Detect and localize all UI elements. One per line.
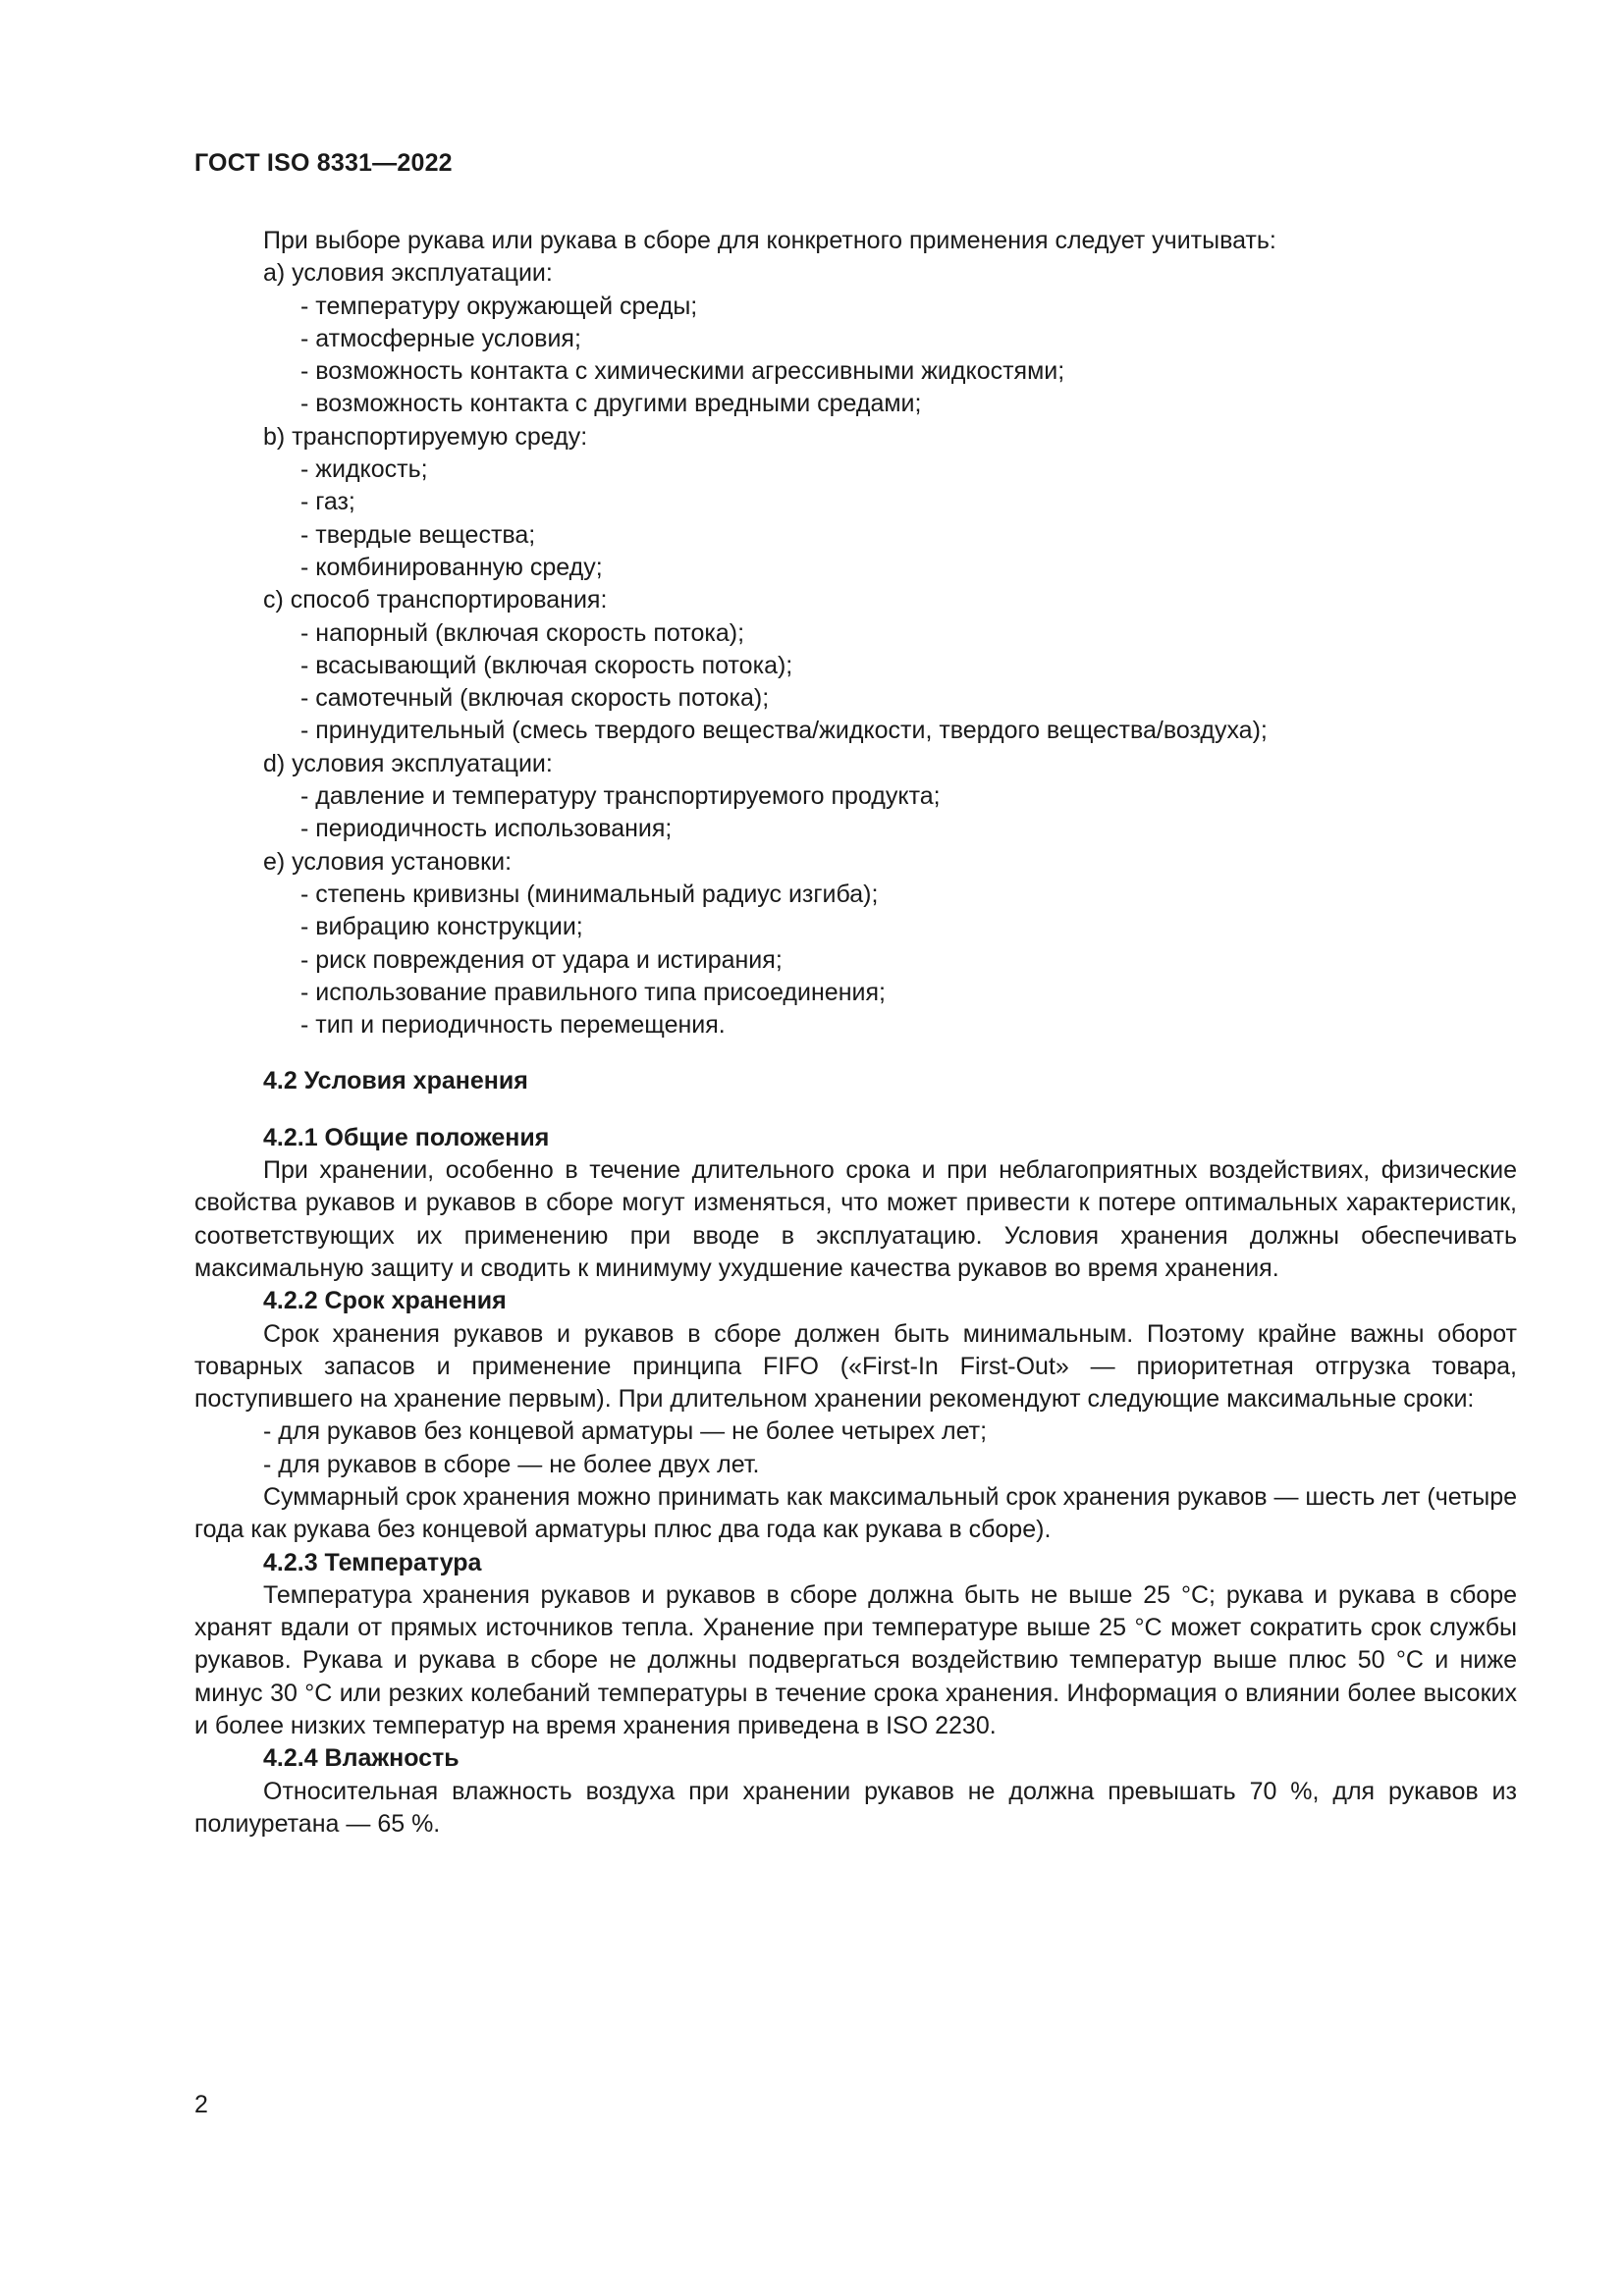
page-number: 2 [194, 2091, 208, 2118]
list-item: - риск повреждения от удара и истирания; [300, 945, 783, 974]
paragraph: При хранении, особенно в течение длительного срока и при неблагоприятных воздействиях, физические свойства рукавов и рукавов в сборе могут изменяться, что может привести к потере оптимальных характеристик, соответствующих их применению при вводе в эксплуатацию. Условия хранения должны обеспечивать максимальную защиту и сводить к минимуму ухудшение качества рукавов во время хранения. [194, 1156, 1517, 1282]
list-item: - жидкость; [300, 455, 428, 484]
document-code-header: ГОСТ ISO 8331—2022 [194, 149, 453, 177]
group-label: d) условия эксплуатации: [263, 749, 553, 777]
list-item: - вибрацию конструкции; [300, 913, 583, 941]
paragraph: Относительная влажность воздуха при хранении рукавов не должна превышать 70 %, для рукавов из полиуретана — 65 %. [194, 1777, 1517, 1838]
paragraph: Срок хранения рукавов и рукавов в сборе должен быть минимальным. Поэтому крайне важны оборот товарных запасов и применение принципа FIFO («First-In First-Out» — приоритетная отгрузка товара, поступившего на хранение первым). При длительном хранении рекомендуют следующие максимальные сроки: [194, 1319, 1517, 1414]
section-heading-4-2: 4.2 Условия хранения [263, 1067, 528, 1095]
subsection-heading-4-2-2: 4.2.2 Срок хранения [263, 1287, 507, 1315]
list-item: - твердые вещества; [300, 520, 536, 549]
list-item: - всасывающий (включая скорость потока); [300, 651, 793, 679]
group-label: e) условия установки: [263, 847, 513, 876]
list-item: - для рукавов в сборе — не более двух лет. [263, 1450, 760, 1478]
list-item: - тип и периодичность перемещения. [300, 1011, 726, 1040]
subsection-heading-4-2-4: 4.2.4 Влажность [263, 1744, 460, 1773]
list-item: - использование правильного типа присоединения; [300, 978, 886, 1006]
list-item: - атмосферные условия; [300, 324, 581, 352]
list-item: - самотечный (включая скорость потока); [300, 684, 770, 713]
list-item: - периодичность использования; [300, 815, 673, 843]
list-item: - степень кривизны (минимальный радиус изгиба); [300, 880, 879, 908]
group-label: a) условия эксплуатации: [263, 259, 553, 288]
group-label: b) транспортируемую среду: [263, 422, 588, 451]
paragraph: Температура хранения рукавов и рукавов в сборе должна быть не выше 25 °С; рукава и рукава в сборе хранят вдали от прямых источников тепла. Хранение при температуре выше 25 °С может сократить срок службы рукавов. Рукава и рукава в сборе не должны подвергаться воздействию температур выше плюс 50 °С и ниже минус 30 °С или резких колебаний температуры в течение срока хранения. Информация о влиянии более высоких и более низких температур на время хранения приведена в ISO 2230. [194, 1580, 1517, 1740]
list-item: - для рукавов без концевой арматуры — не более четырех лет; [263, 1417, 988, 1446]
list-item: - напорный (включая скорость потока); [300, 618, 745, 647]
group-label: c) способ транспортирования: [263, 586, 608, 614]
intro-line: При выборе рукава или рукава в сборе для конкретного применения следует учитывать: [263, 227, 1276, 254]
list-item: - температуру окружающей среды; [300, 292, 698, 320]
list-item: - давление и температуру транспортируемого продукта; [300, 782, 941, 811]
list-item: - принудительный (смесь твердого вещества/жидкости, твердого вещества/воздуха); [300, 717, 1268, 745]
paragraph: Суммарный срок хранения можно принимать как максимальный срок хранения рукавов — шесть лет (четыре года как рукава без концевой арматуры плюс два года как рукава в сборе). [194, 1482, 1518, 1544]
list-item: - возможность контакта с другими вредными средами; [300, 390, 922, 418]
subsection-heading-4-2-1: 4.2.1 Общие положения [263, 1123, 550, 1151]
list-item: - комбинированную среду; [300, 553, 603, 581]
list-item: - газ; [300, 488, 355, 516]
subsection-heading-4-2-3: 4.2.3 Температура [263, 1548, 482, 1576]
list-item: - возможность контакта с химическими агрессивными жидкостями; [300, 357, 1065, 386]
document-body [194, 225, 1517, 1841]
